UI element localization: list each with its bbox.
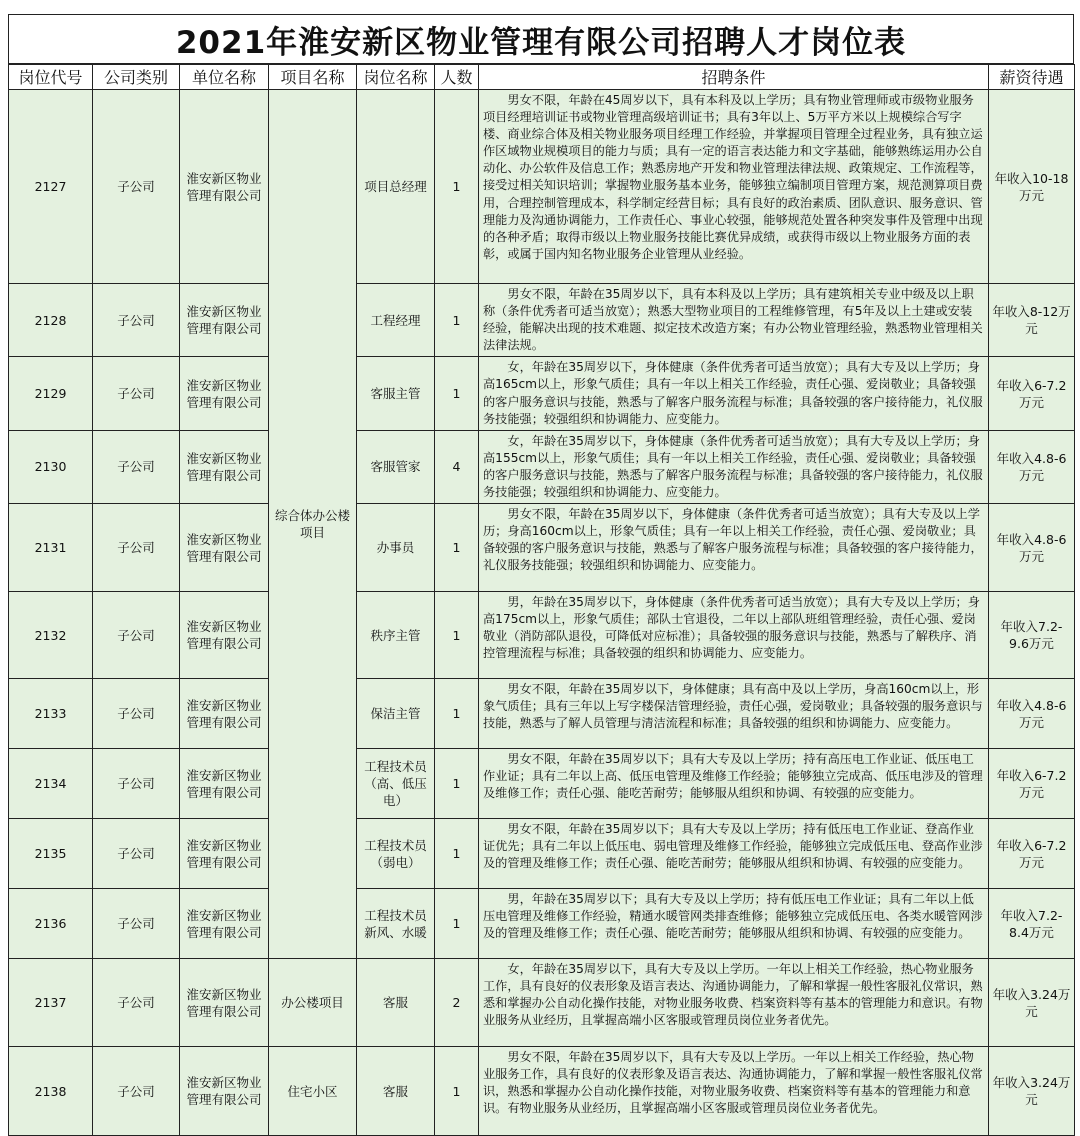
row-count: 1	[435, 1047, 479, 1136]
table-row	[9, 819, 1075, 889]
row-salary: 年收入3.24万元	[989, 1047, 1075, 1136]
row-salary: 年收入6-7.2万元	[989, 749, 1075, 819]
row-company-type: 子公司	[93, 430, 180, 503]
row-code: 2129	[9, 357, 93, 430]
positions-table	[8, 64, 1075, 1136]
row-code: 2138	[9, 1047, 93, 1136]
table-row	[9, 889, 1075, 959]
row-position: 工程技术员新风、水暖	[357, 889, 435, 959]
project-cell: 住宅小区	[269, 1047, 357, 1136]
row-salary: 年收入6-7.2万元	[989, 357, 1075, 430]
header-count: 人数	[435, 65, 479, 90]
row-requirements: 女，年龄在35周岁以下，身体健康（条件优秀者可适当放宽）；具有大专及以上学历；身高155cm以上，形象气质佳；具有一年以上相关工作经验，责任心强、爱岗敬业；具备较强的客户服务意识与技能，熟悉与了解客户服务流程与标准；具备较强的客户接待能力，礼仪服务技能强；较强组织和协调能力、应变能力。	[479, 430, 989, 503]
row-salary: 年收入3.24万元	[989, 959, 1075, 1047]
table-row	[9, 592, 1075, 679]
row-unit: 淮安新区物业管理有限公司	[180, 959, 269, 1047]
row-salary: 年收入4.8-6万元	[989, 504, 1075, 592]
row-requirements: 男女不限，年龄在35周岁以下，具有大专及以上学历。一年以上相关工作经验，热心物业服务工作，具有良好的仪表形象及语言表达、沟通协调能力，了解和掌握一般性客服礼仪常识，熟悉和掌握办公自动化操作技能，对物业服务收费、档案资料等有基本的管理能力和意识。有物业服务从业经历，且掌握高端小区客服或管理员岗位业务者优先。	[479, 1047, 989, 1136]
row-company-type: 子公司	[93, 959, 180, 1047]
row-company-type: 子公司	[93, 889, 180, 959]
row-position: 工程经理	[357, 284, 435, 357]
row-company-type: 子公司	[93, 90, 180, 284]
row-position: 工程技术员（弱电）	[357, 819, 435, 889]
row-count: 1	[435, 889, 479, 959]
row-position: 工程技术员（高、低压电）	[357, 749, 435, 819]
row-requirements: 男女不限，年龄在35周岁以下；具有大专及以上学历；持有低压电工作业证、登高作业证优先；具有二年以上低压电、弱电管理及维修工作经验，能够独立完成低压电、登高作业涉及的管理及维修工作；责任心强、能吃苦耐劳；能够服从组织和协调、有较强的应变能力。	[479, 819, 989, 889]
row-requirements: 男女不限，年龄在45周岁以下，具有本科及以上学历；具有物业管理师或市级物业服务项目经理培训证书或物业管理高级培训证书；具有3年以上、5万平方米以上规模综合写字楼、商业综合体及相关物业服务项目经理工作经验，并掌握项目管理全过程业务，具有独立运作区域物业规模项目的能力与质；具有一定的语言表达能力和文字基础，能够熟练运用办公自动化、办公软件及信息工作；熟悉房地产开发和物业管理法律法规、政策规定、工作流程等，接受过相关知识培训；掌握物业服务基本业务，能够独立编制项目管理方案，规范测算项目费用，合理控制管理成本，科学制定经营目标；具有良好的政治素质、团队意识、服务意识、管理能力及沟通协调能力，工作责任心、事业心较强，能够规范处置各种突发事件及管理中出现的各种矛盾；取得市级以上物业服务技能比赛优异成绩，或获得市级以上物业服务方面的表彰，或属于国内知名物业服务企业管理从业经验。	[479, 90, 989, 284]
table-row	[9, 679, 1075, 749]
row-code: 2131	[9, 504, 93, 592]
row-count: 2	[435, 959, 479, 1047]
row-unit: 淮安新区物业管理有限公司	[180, 90, 269, 284]
row-count: 1	[435, 679, 479, 749]
row-count: 1	[435, 592, 479, 679]
header-salary: 薪资待遇	[989, 65, 1075, 90]
header-code: 岗位代号	[9, 65, 93, 90]
row-requirements: 男女不限，年龄在35周岁以下；具有大专及以上学历；持有高压电工作业证、低压电工作业证；具有二年以上高、低压电管理及维修工作经验；能够独立完成高、低压电涉及的管理及维修工作；责任心强、能吃苦耐劳；能够服从组织和协调、有较强的应变能力。	[479, 749, 989, 819]
row-unit: 淮安新区物业管理有限公司	[180, 592, 269, 679]
table-row	[9, 357, 1075, 430]
project-cell: 综合体办公楼项目	[269, 90, 357, 959]
header-position: 岗位名称	[357, 65, 435, 90]
row-company-type: 子公司	[93, 679, 180, 749]
row-code: 2135	[9, 819, 93, 889]
row-code: 2127	[9, 90, 93, 284]
row-unit: 淮安新区物业管理有限公司	[180, 749, 269, 819]
row-count: 4	[435, 430, 479, 503]
row-code: 2134	[9, 749, 93, 819]
row-requirements: 男，年龄在35周岁以下，身体健康（条件优秀者可适当放宽）；具有大专及以上学历；身高175cm以上，形象气质佳；部队士官退役，二年以上部队班组管理经验，责任心强、爱岗敬业（消防部队退役，可降低对应标准）；具备较强的服务意识与技能，熟悉与了解秩序、消控管理流程与标准；具备较强的组织和协调能力、应变能力。	[479, 592, 989, 679]
row-salary: 年收入4.8-6万元	[989, 679, 1075, 749]
table-row	[9, 504, 1075, 592]
row-count: 1	[435, 284, 479, 357]
header-company-type: 公司类别	[93, 65, 180, 90]
table-row	[9, 90, 1075, 284]
sheet-title: 2021年淮安新区物业管理有限公司招聘人才岗位表	[8, 14, 1074, 64]
row-position: 项目总经理	[357, 90, 435, 284]
row-code: 2132	[9, 592, 93, 679]
row-unit: 淮安新区物业管理有限公司	[180, 357, 269, 430]
row-position: 保洁主管	[357, 679, 435, 749]
row-company-type: 子公司	[93, 749, 180, 819]
row-code: 2130	[9, 430, 93, 503]
row-code: 2137	[9, 959, 93, 1047]
table-row	[9, 284, 1075, 357]
row-code: 2133	[9, 679, 93, 749]
row-salary: 年收入10-18万元	[989, 90, 1075, 284]
row-count: 1	[435, 90, 479, 284]
row-position: 客服	[357, 959, 435, 1047]
row-count: 1	[435, 749, 479, 819]
row-count: 1	[435, 357, 479, 430]
row-requirements: 女，年龄在35周岁以下，具有大专及以上学历。一年以上相关工作经验，热心物业服务工作，具有良好的仪表形象及语言表达、沟通协调能力，了解和掌握一般性客服礼仪常识，熟悉和掌握办公自动化操作技能，对物业服务收费、档案资料等有基本的管理能力和意识。有物业服务从业经历，且掌握高端小区客服或管理员岗位业务者优先。	[479, 959, 989, 1047]
row-requirements: 女，年龄在35周岁以下，身体健康（条件优秀者可适当放宽）；具有大专及以上学历；身高165cm以上，形象气质佳；具有一年以上相关工作经验，责任心强、爱岗敬业；具备较强的客户服务意识与技能，熟悉与了解客户服务流程与标准；具备较强的客户接待能力，礼仪服务技能强；较强组织和协调能力、应变能力。	[479, 357, 989, 430]
header-requirements: 招聘条件	[479, 65, 989, 90]
row-company-type: 子公司	[93, 1047, 180, 1136]
project-cell: 办公楼项目	[269, 959, 357, 1047]
row-company-type: 子公司	[93, 284, 180, 357]
row-position: 客服	[357, 1047, 435, 1136]
row-salary: 年收入7.2-8.4万元	[989, 889, 1075, 959]
row-count: 1	[435, 504, 479, 592]
row-unit: 淮安新区物业管理有限公司	[180, 679, 269, 749]
header-unit: 单位名称	[180, 65, 269, 90]
row-company-type: 子公司	[93, 504, 180, 592]
header-project: 项目名称	[269, 65, 357, 90]
row-unit: 淮安新区物业管理有限公司	[180, 889, 269, 959]
table-row	[9, 1047, 1075, 1136]
row-salary: 年收入7.2-9.6万元	[989, 592, 1075, 679]
row-requirements: 男女不限，年龄在35周岁以下，身体健康（条件优秀者可适当放宽）；具有大专及以上学历；身高160cm以上，形象气质佳；具有一年以上相关工作经验，责任心强、爱岗敬业；具备较强的客户服务意识与技能，熟悉与了解客户服务流程与标准；具备较强的客户接待能力，礼仪服务技能强；较强组织和协调能力、应变能力。	[479, 504, 989, 592]
table-row	[9, 430, 1075, 503]
row-position: 客服管家	[357, 430, 435, 503]
row-unit: 淮安新区物业管理有限公司	[180, 504, 269, 592]
row-salary: 年收入6-7.2万元	[989, 819, 1075, 889]
row-position: 秩序主管	[357, 592, 435, 679]
row-salary: 年收入4.8-6万元	[989, 430, 1075, 503]
row-unit: 淮安新区物业管理有限公司	[180, 819, 269, 889]
table-row	[9, 959, 1075, 1047]
row-position: 客服主管	[357, 357, 435, 430]
table-row	[9, 749, 1075, 819]
row-unit: 淮安新区物业管理有限公司	[180, 284, 269, 357]
row-requirements: 男，年龄在35周岁以下；具有大专及以上学历；持有低压电工作业证；具有二年以上低压电管理及维修工作经验，精通水暖管网类排查维修；能够独立完成低压电、各类水暖管网涉及的管理及维修工作；责任心强、能吃苦耐劳；能够服从组织和协调、有较强的应变能力。	[479, 889, 989, 959]
row-unit: 淮安新区物业管理有限公司	[180, 1047, 269, 1136]
row-company-type: 子公司	[93, 357, 180, 430]
row-unit: 淮安新区物业管理有限公司	[180, 430, 269, 503]
row-requirements: 男女不限，年龄在35周岁以下，身体健康；具有高中及以上学历，身高160cm以上，形象气质佳；具有三年以上写字楼保洁管理经验，责任心强，爱岗敬业；具备较强的服务意识与技能，熟悉与了解人员管理与清洁流程和标准；具备较强的组织和协调能力、应变能力。	[479, 679, 989, 749]
row-code: 2128	[9, 284, 93, 357]
row-position: 办事员	[357, 504, 435, 592]
row-company-type: 子公司	[93, 819, 180, 889]
row-code: 2136	[9, 889, 93, 959]
row-requirements: 男女不限，年龄在35周岁以下，具有本科及以上学历；具有建筑相关专业中级及以上职称（条件优秀者可适当放宽）；熟悉大型物业项目的工程维修管理，有5年及以上土建或安装经验，能解决出现的技术难题、拟定技术改造方案；有办公物业管理经验，熟悉物业管理相关法律法规。	[479, 284, 989, 357]
row-salary: 年收入8-12万元	[989, 284, 1075, 357]
row-company-type: 子公司	[93, 592, 180, 679]
header-row	[9, 65, 1075, 90]
row-count: 1	[435, 819, 479, 889]
